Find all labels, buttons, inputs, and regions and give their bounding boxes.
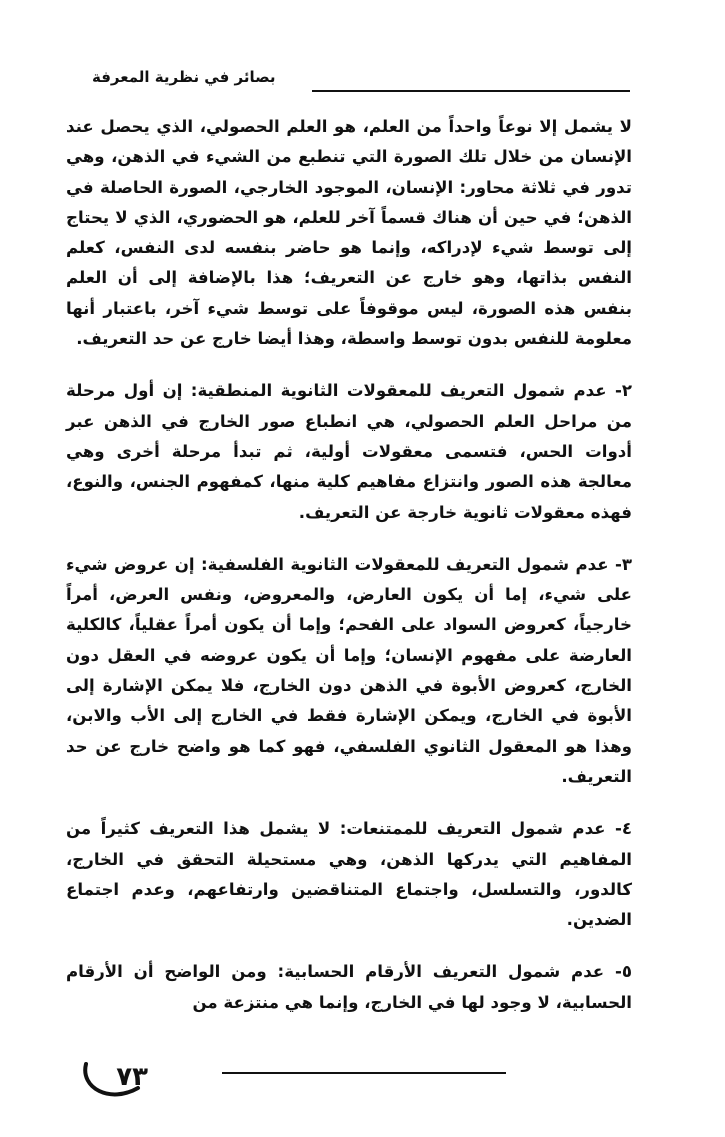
page-number [80, 1058, 156, 1106]
running-header-title: بصائر في نظرية المعرفة [92, 68, 276, 86]
paragraph-2: ٢- عدم شمول التعريف للمعقولات الثانوية المنطقية: إن أول مرحلة من مراحل العلم الحصولي، هي انطباع صور الخارج في الذهن عبر أدوات الحس، فتسمى معقولات أولية، ثم تبدأ مرحلة أخرى وهي معالجة هذه الصور وانتزاع مفاهيم كلية منها، كمفهوم الجنس، والنوع، فهذه معقولات ثانوية خارجة عن التعريف. [66, 381, 632, 522]
paragraph-1: لا يشمل إلا نوعاً واحداً من العلم، هو العلم الحصولي، الذي يحصل عند الإنسان من خلال تلك الصورة التي تنطبع من الشيء في الذهن، وهي تدور في ثلاثة محاور: الإنسان، الموجود الخارجي، الصورة الحاصلة في الذهن؛ في حين أن هناك قسماً آخر للعلم، هو الحضوري، الذي لا يحتاج إلى توسط شيء لإدراكه، وإنما هو حاضر بنفسه لدى النفس، كعلم النفس بذاتها، وهو خارج عن التعريف؛ هذا بالإضافة إلى أن العلم بنفس هذه الصورة، ليس موقوفاً على توسط شيء آخر، باعتبار أنها معلومة للنفس بدون توسط واسطة، وهذا أيضا خارج عن حد التعريف. [66, 117, 632, 349]
paragraph-3: ٣- عدم شمول التعريف للمعقولات الثانوية الفلسفية: إن عروض شيء على شيء، إما أن يكون العارض، والمعروض، ونفس العرض، أمراً خارجياً، كعروض السواد على الفحم؛ وإما أن يكون أمراً عقلياً، كالكلية العارضة على مفهوم الإنسان؛ وإما أن يكون عروضه في العقل دون الخارج، كعروض الأبوة في الذهن دون الخارج، فلا يمكن الإشارة إلى الأبوة في الخارج، ويمكن الإشارة فقط في الخارج إلى الأب والابن، وهذا هو المعقول الثانوي الفلسفي، فهو كما هو واضح خارج عن حد التعريف. [66, 554, 632, 786]
header-rule [312, 90, 630, 92]
paragraph-5: ٥- عدم شمول التعريف الأرقام الحسابية: ومن الواضح أن الأرقام الحسابية، لا وجود لها في الخارج، وإنما هي منتزعة من [66, 962, 632, 1012]
page-number-text: ٧٣ [116, 1062, 148, 1092]
paragraph-4: ٤- عدم شمول التعريف للممتنعات: لا يشمل هذا التعريف كثيراً من المفاهيم التي يدركها الذهن، وهي مستحيلة التحقق في الخارج، كالدور، والتسلسل، واجتماع المتناقضين وارتفاعهم، وعدم اجتماع الضدين. [66, 819, 632, 930]
running-header [92, 66, 630, 96]
footer-rule [222, 1072, 506, 1074]
body-text [66, 112, 632, 1040]
